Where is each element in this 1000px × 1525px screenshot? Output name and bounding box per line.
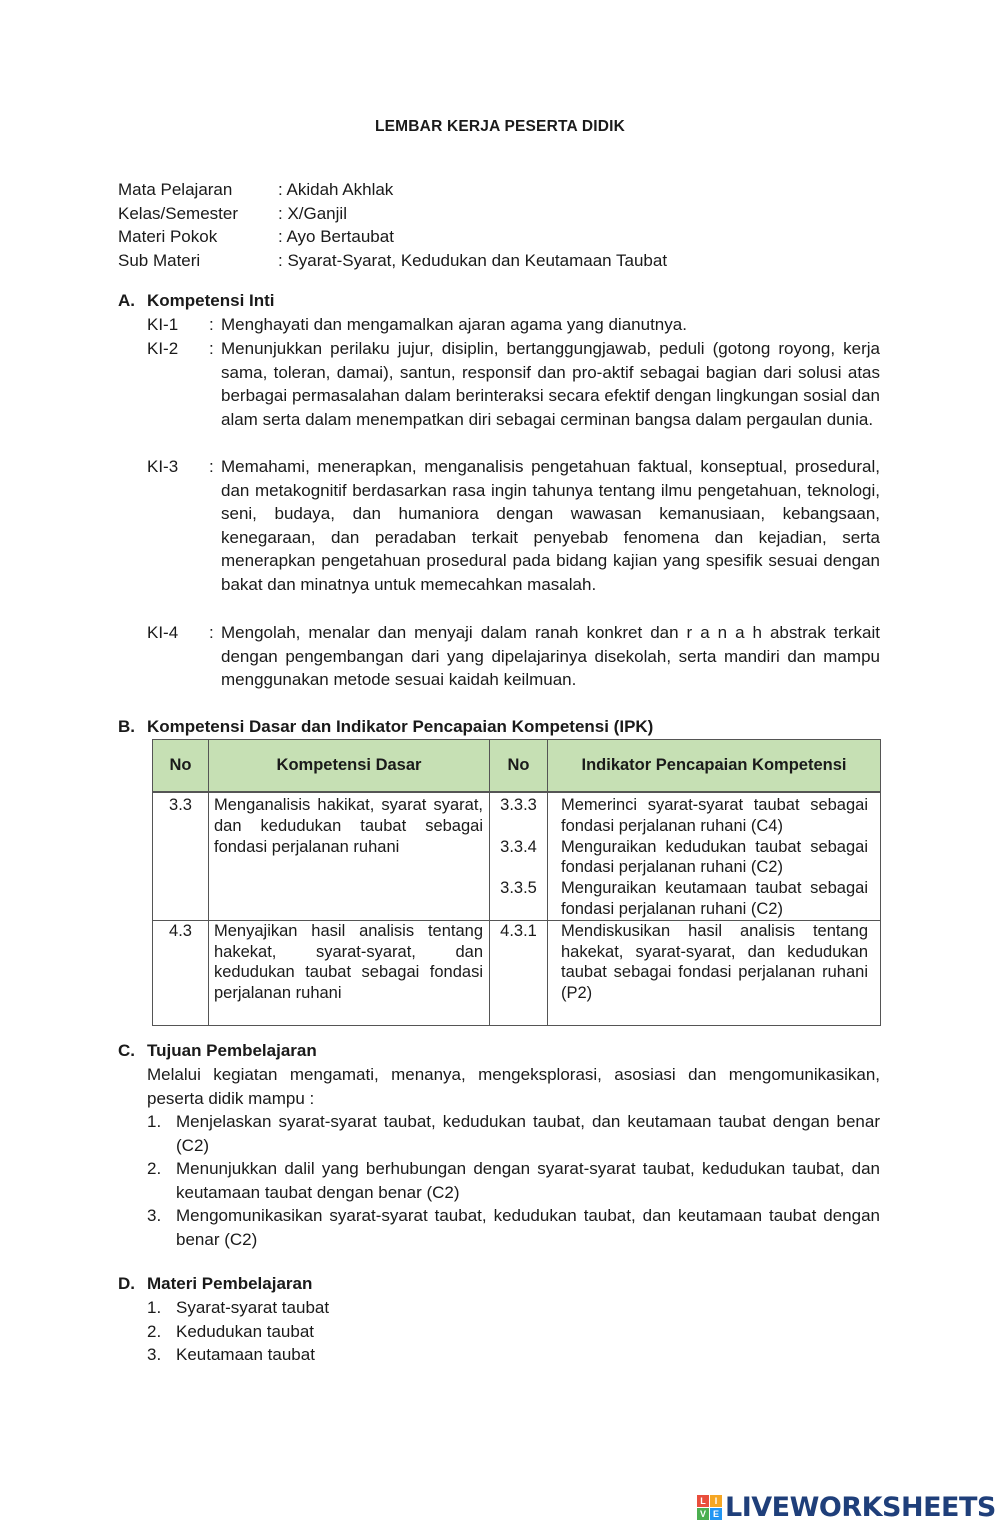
list-item: 3. Keutamaan taubat [147, 1345, 315, 1365]
indicator-number: 3.3.4 [500, 837, 537, 856]
table-header-row [153, 740, 881, 793]
table-row [153, 792, 881, 920]
kd-text-cell [209, 792, 490, 920]
indicator-texts [548, 920, 881, 1025]
materials-list [147, 1296, 880, 1367]
liveworksheets-logo [697, 1492, 996, 1522]
kd-text: Menyajikan hasil analisis tentang hakekat, syarat-syarat, dan kedudukan taubat sebagai fondasi perjalanan ruhani [214, 921, 483, 1003]
subject-info [118, 178, 667, 272]
brand-text: LIVEWORKSHEETS [725, 1491, 996, 1523]
indicator-number: 3.3.3 [500, 796, 537, 814]
learning-goals-intro: Melalui kegiatan mengamati, menanya, mengeksplorasi, asosiasi dan mengomunikasikan, peserta didik mampu : [147, 1065, 880, 1108]
header-kompetensi-dasar: Kompetensi Dasar [209, 740, 490, 793]
section-a-heading: A. Kompetensi Inti [118, 291, 275, 310]
liveworksheets-icon: L I V E [697, 1495, 722, 1520]
indicator-text: Memerinci syarat-syarat taubat sebagai fondasi perjalanan ruhani (C4) [561, 796, 868, 835]
list-item: 3. Mengomunikasikan syarat-syarat taubat, kedudukan taubat, dan keutamaan taubat dengan benar (C2) [147, 1206, 880, 1249]
ki-4: KI-4 : Mengolah, menalar dan menyaji dalam ranah konkret dan r a n a h abstrak terkait dengan pengembangan dari yang dipelajarinya disekolah, serta mandiri dan mampu menggunakan metode sesuai kaidah keilmuan. [147, 623, 880, 690]
table-row [153, 920, 881, 1025]
meta-row-subject: Mata Pelajaran : Akidah Akhlak [118, 180, 394, 199]
list-item: 1. Syarat-syarat taubat [147, 1298, 330, 1317]
meta-row-subtopic: Sub Materi : Syarat-Syarat, Kedudukan dan Keutamaan Taubat [118, 250, 668, 270]
ki-1: KI-1 : Menghayati dan mengamalkan ajaran agama yang dianutnya. [147, 315, 687, 334]
indicator-numbers [490, 792, 548, 920]
section-d-heading: D. Materi Pembelajaran [118, 1274, 313, 1293]
header-indikator: Indikator Pencapaian Kompetensi [548, 740, 881, 793]
section-c-heading: C. Tujuan Pembelajaran [118, 1041, 317, 1060]
indicator-text: Mendiskusikan hasil analisis tentang hakekat, syarat-syarat, dan kedudukan taubat sebagai fondasi perjalanan ruhani (P2) [561, 921, 868, 1003]
indicator-texts [548, 792, 881, 920]
learning-goals-list [147, 1110, 880, 1252]
indicator-number: 4.3.1 [500, 921, 537, 940]
header-no: No [153, 740, 209, 793]
list-item: 2. Kedudukan taubat [147, 1321, 315, 1341]
indicator-text: Menguraikan kedudukan taubat sebagai fondasi perjalanan ruhani (C2) [561, 837, 868, 877]
indicator-number: 3.3.5 [500, 879, 537, 898]
section-b-heading: B. Kompetensi Dasar dan Indikator Pencapaian Kompetensi (IPK) [118, 717, 654, 736]
list-item: 1. Menjelaskan syarat-syarat taubat, kedudukan taubat, dan keutamaan taubat dengan benar (C2) [147, 1112, 880, 1155]
meta-row-class: Kelas/Semester : X/Ganjil [118, 203, 347, 223]
indicator-text: Menguraikan keutamaan taubat sebagai fondasi perjalanan ruhani (C2) [561, 879, 868, 918]
kd-number: 4.3 [153, 920, 209, 1025]
kd-text: Menganalisis hakikat, syarat syarat, dan kedudukan taubat sebagai fondasi perjalanan ruhani [214, 796, 483, 856]
document-title: LEMBAR KERJA PESERTA DIDIK [374, 118, 626, 135]
indicator-numbers [490, 920, 548, 1025]
meta-row-topic: Materi Pokok : Ayo Bertaubat [118, 227, 394, 247]
ipk-table [152, 739, 881, 1026]
kd-text-cell [209, 920, 490, 1025]
kd-number: 3.3 [153, 792, 209, 920]
ki-2: KI-2 : Menunjukkan perilaku jujur, disiplin, bertanggungjawab, peduli (gotong royong, kerja sama, toleran, damai), santun, responsif dan pro-aktif sebagai bagian dari solusi atas berbagai permasalahan dalam berinteraksi secara efektif dengan lingkungan sosial dan alam serta dalam menempatkan diri sebagai cerminan bangsa dalam pergaulan dunia. [147, 339, 880, 429]
header-no-ipk: No [490, 740, 548, 793]
list-item: 2. Menunjukkan dalil yang berhubungan dengan syarat-syarat taubat, kedudukan taubat, dan keutamaan taubat dengan benar (C2) [147, 1159, 880, 1202]
ki-3: KI-3 : Memahami, menerapkan, menganalisis pengetahuan faktual, konseptual, prosedural, dan metakognitif berdasarkan rasa ingin tahunya tentang ilmu pengetahuan, teknologi, seni, budaya, dan humaniora dengan wawasan kemanusiaan, kebangsaan, kenegaraan, dan peradaban terkait penyebab fenomena dan kejadian, serta menerapkan pengetahuan prosedural pada bidang kajian yang spesifik sesuai dengan bakat dan minatnya untuk memecahkan masalah. [147, 457, 880, 594]
